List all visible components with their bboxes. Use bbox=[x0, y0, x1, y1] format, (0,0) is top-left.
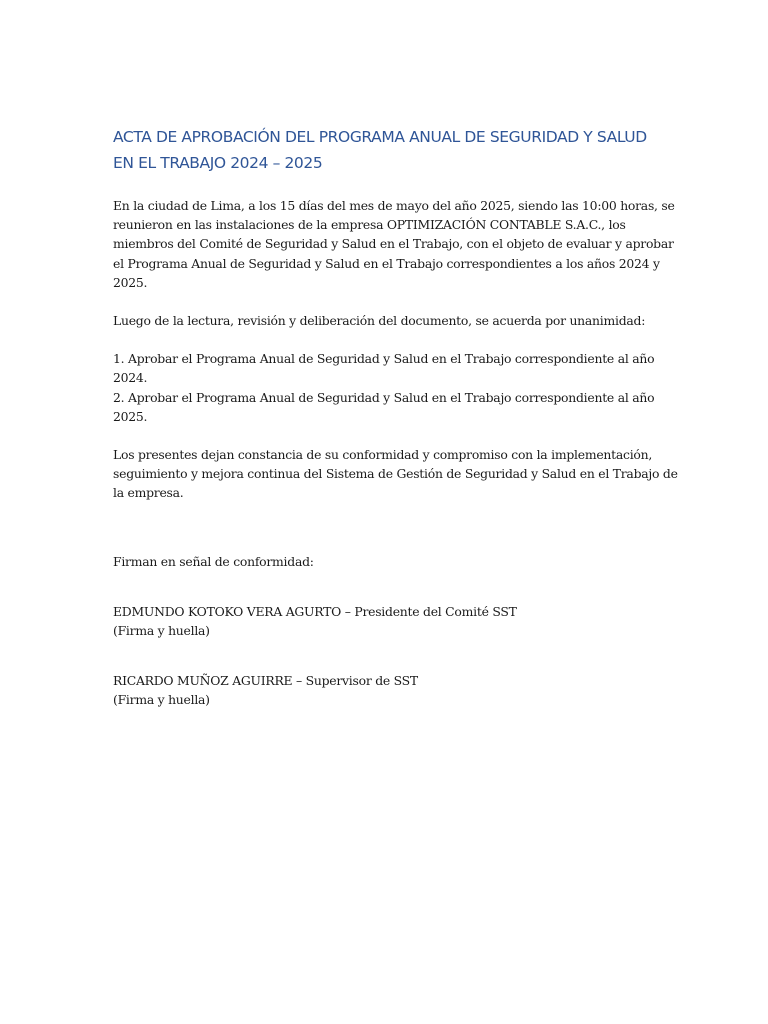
paragraph-line: miembros del Comité de Seguridad y Salud en el Trabajo, con el objeto de evaluar y aprobar bbox=[113, 236, 674, 252]
signer-name-role: RICARDO MUÑOZ AGUIRRE – Supervisor de SST bbox=[113, 673, 418, 689]
paragraph-line: En la ciudad de Lima, a los 15 días del mes de mayo del año 2025, siendo las 10:00 horas, se bbox=[113, 198, 675, 213]
title-line-1: ACTA DE APROBACIÓN DEL PROGRAMA ANUAL DE SEGURIDAD Y SALUD bbox=[113, 128, 647, 146]
paragraph-line: el Programa Anual de Seguridad y Salud en el Trabajo correspondientes a los años 2024 y bbox=[113, 255, 660, 271]
opening-paragraph bbox=[113, 196, 675, 292]
spacer bbox=[113, 522, 661, 552]
agreement-line: 2. Aprobar el Programa Anual de Seguridad y Salud en el Trabajo correspondiente al año bbox=[113, 389, 655, 405]
signer-name-role: EDMUNDO KOTOKO VERA AGURTO – Presidente del Comité SST bbox=[113, 603, 517, 619]
closing-paragraph bbox=[113, 445, 678, 503]
signer-note: (Firma y huella) bbox=[113, 623, 210, 639]
document-title bbox=[113, 124, 658, 176]
paragraph-line: Luego de la lectura, revisión y deliberación del documento, se acuerda por unanimidad: bbox=[113, 313, 646, 329]
paragraph-line: seguimiento y mejora continua del Sistema de Gestión de Seguridad y Salud en el Trabajo de bbox=[113, 466, 678, 482]
signer-note: (Firma y huella) bbox=[113, 692, 210, 708]
paragraph-line: reunieron en las instalaciones de la empresa OPTIMIZACIÓN CONTABLE S.A.C., los bbox=[113, 217, 626, 233]
agreement-item-1 bbox=[113, 349, 661, 387]
agreement-line: 2025. bbox=[113, 408, 148, 424]
signer-block-1 bbox=[113, 602, 661, 640]
paragraph-line: Los presentes dejan constancia de su conformidad y compromiso con la implementación, bbox=[113, 447, 653, 463]
paragraph-line: la empresa. bbox=[113, 485, 184, 501]
title-line-2: EN EL TRABAJO 2024 – 2025 bbox=[113, 154, 323, 172]
signatures-intro bbox=[113, 552, 661, 571]
agreement-item-2 bbox=[113, 388, 661, 426]
agreements-list bbox=[113, 349, 661, 426]
document-body bbox=[113, 196, 678, 710]
signatures-intro-text: Firman en señal de conformidad: bbox=[113, 553, 314, 569]
paragraph-line: 2025. bbox=[113, 274, 148, 290]
agreement-intro-paragraph bbox=[113, 311, 661, 330]
agreement-line: 2024. bbox=[113, 370, 148, 386]
agreement-line: 1. Aprobar el Programa Anual de Seguridad y Salud en el Trabajo correspondiente al año bbox=[113, 351, 655, 367]
signer-block-2 bbox=[113, 671, 661, 709]
